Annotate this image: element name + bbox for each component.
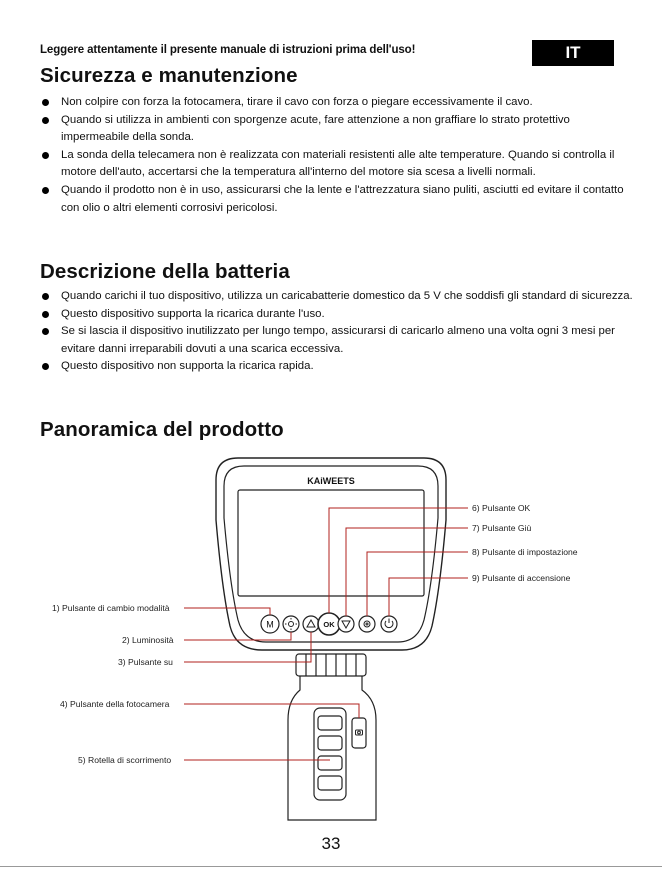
label-power-button: 9) Pulsante di accensione xyxy=(472,573,571,583)
list-item: Se si lascia il dispositivo inutilizzato per lungo tempo, assicurarsi di caricarlo almeno una volta ogni 3 mesi per evitare danni irreparabili dovuti a una scarica eccessiva. xyxy=(40,323,640,358)
list-item: Questo dispositivo supporta la ricarica durante l'uso. xyxy=(40,306,640,324)
list-item: Questo dispositivo non supporta la ricarica rapida. xyxy=(40,358,640,376)
label-scroll-wheel: 5) Rotella di scorrimento xyxy=(78,755,172,765)
list-item: Quando il prodotto non è in uso, assicurarsi che la lente e l'attrezzatura siano puliti, asciutti ed evitare il contatto con olio o altri elementi corrosivi pericolosi. xyxy=(40,182,640,217)
language-badge: IT xyxy=(532,40,614,66)
battery-title: Descrizione della batteria xyxy=(40,260,290,283)
settings-button xyxy=(359,616,375,632)
label-settings-button: 8) Pulsante di impostazione xyxy=(472,547,578,557)
device-screen xyxy=(238,490,424,596)
ok-button-glyph: OK xyxy=(323,620,335,629)
read-manual-notice: Leggere attentamente il presente manuale di istruzioni prima dell'uso! xyxy=(40,44,416,56)
up-button xyxy=(303,616,319,632)
mode-button-glyph: M xyxy=(266,619,274,630)
label-ok-button: 6) Pulsante OK xyxy=(472,503,531,513)
list-item: La sonda della telecamera non è realizzata con materiali resistenti alle alte temperature. Quando si controlla il motore dell'auto, accertarsi che la temperatura all'interno del motore sia scesa a livelli normali. xyxy=(40,147,640,182)
scroll-wheel xyxy=(314,708,346,800)
overview-title: Panoramica del prodotto xyxy=(40,418,284,441)
list-item: Quando si utilizza in ambienti con sporgenze acute, fare attenzione a non graffiare lo strato protettivo impermeabile della sonda. xyxy=(40,112,640,147)
brand-logo: KAiWEETS xyxy=(307,476,355,486)
power-button xyxy=(381,616,397,632)
bottom-divider xyxy=(0,866,662,867)
label-mode-button: 1) Pulsante di cambio modalità xyxy=(52,603,170,613)
page-number: 33 xyxy=(321,834,341,853)
label-brightness: 2) Luminosità xyxy=(122,635,174,645)
label-up-button: 3) Pulsante su xyxy=(118,657,173,667)
camera-button xyxy=(352,718,366,748)
list-item: Non colpire con forza la fotocamera, tirare il cavo con forza o piegare eccessivamente il cavo. xyxy=(40,94,640,112)
label-down-button: 7) Pulsante Giù xyxy=(472,523,532,533)
list-item: Quando carichi il tuo dispositivo, utilizza un caricabatterie domestico da 5 V che soddisfi gli standard di sicurezza. xyxy=(40,288,640,306)
label-camera-button: 4) Pulsante della fotocamera xyxy=(60,699,170,709)
down-button xyxy=(338,616,354,632)
safety-title: Sicurezza e manutenzione xyxy=(40,64,298,87)
